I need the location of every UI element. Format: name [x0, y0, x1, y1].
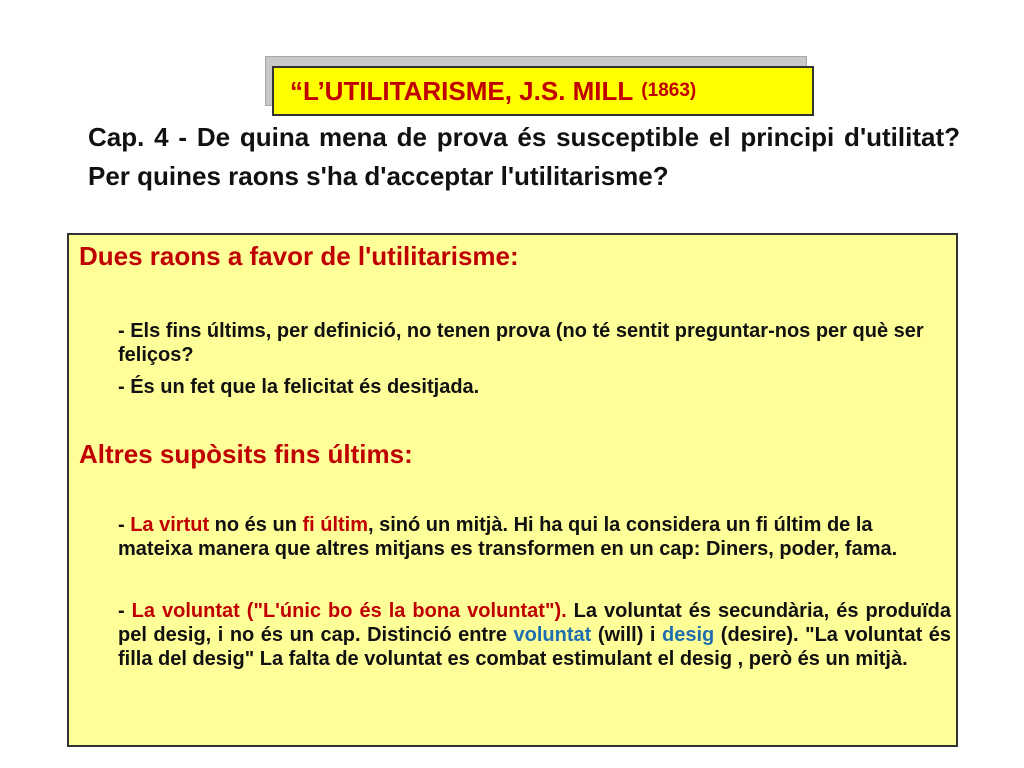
section1-item2: - És un fet que la felicitat és desitjada.: [118, 376, 480, 398]
section2-item2: [118, 599, 951, 671]
section1-heading: Dues raons a favor de l'utilitarisme:: [79, 241, 519, 271]
term-voluntat-quote: La voluntat ("L'únic bo és la bona voluntat").: [131, 600, 567, 622]
term-virtut: La virtut: [130, 514, 210, 536]
item-text: La voluntat és secundària, és produïda pel desig, i no és un cap. Distinció entre: [118, 600, 952, 646]
term-fi-ultim: fi últim: [302, 514, 369, 536]
section1-item1: - Els fins últims, per definició, no tenen prova (no té sentit preguntar-nos per què ser feliços?: [118, 320, 924, 366]
item-dash: -: [118, 514, 131, 536]
term-desig: desig: [662, 624, 715, 646]
chapter-subtitle: Cap. 4 - De quina mena de prova és susceptible el principi d'utilitat? Per quines raons s'ha d'acceptar l'utilitarisme?: [88, 122, 960, 191]
item-text: , sinó un mitjà. Hi ha qui la considera un fi últim de la mateixa manera que altres mitjans es transformen en un cap: Diners, poder, fama.: [118, 514, 898, 560]
section2-item1: [118, 513, 951, 561]
item-text: no és un: [209, 514, 303, 536]
item-dash: -: [118, 600, 132, 622]
slide-title: [272, 66, 814, 116]
title-text: “L’UTILITARISME, J.S. MILL: [290, 75, 634, 106]
section2-heading: Altres supòsits fins últims:: [79, 439, 413, 469]
term-voluntat: voluntat: [513, 624, 592, 646]
title-year: (1863): [641, 80, 697, 101]
content-panel: [67, 233, 958, 747]
item-text: (will) i: [591, 624, 662, 646]
item-text: (desire). "La voluntat és filla del desig" La falta de voluntat es combat estimulant el desig , però és un mitjà.: [118, 624, 952, 670]
